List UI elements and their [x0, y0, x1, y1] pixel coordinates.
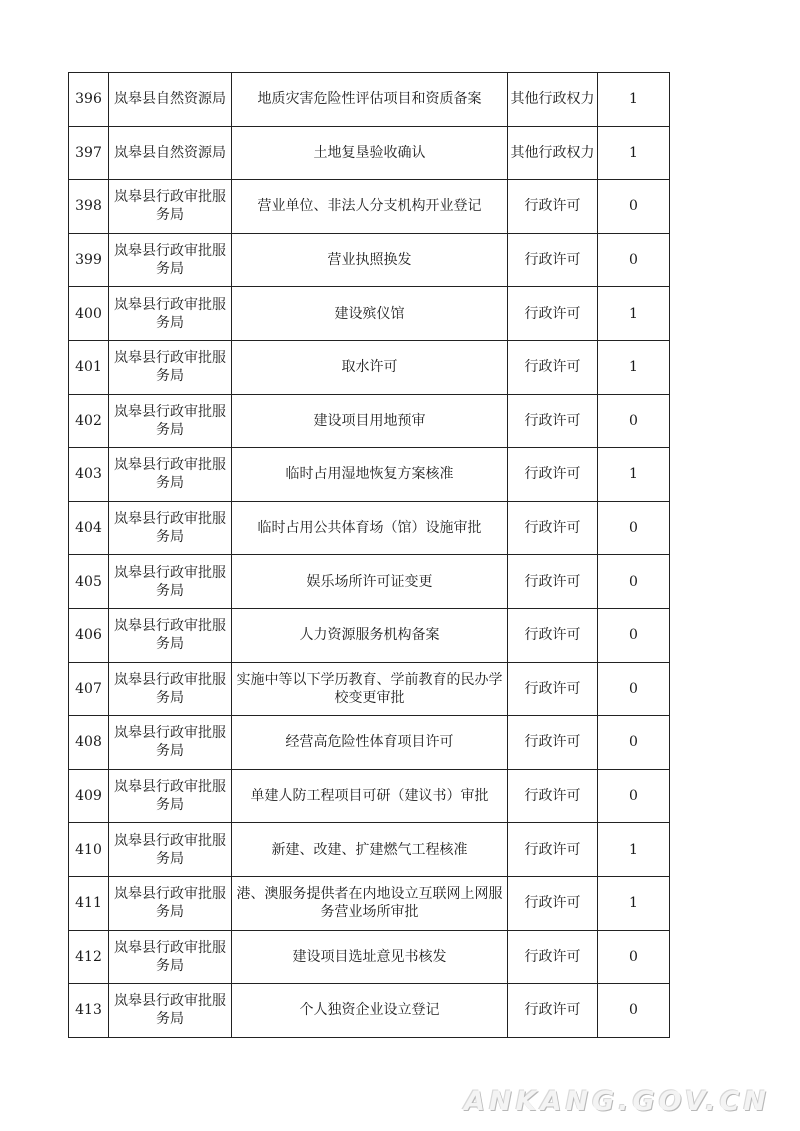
department-cell: 岚皋县行政审批服务局: [109, 662, 232, 716]
item-name-cell: 娱乐场所许可证变更: [232, 555, 508, 609]
table-row: [69, 340, 670, 394]
department-cell: 岚皋县行政审批服务局: [109, 876, 232, 930]
department-cell: 岚皋县行政审批服务局: [109, 287, 232, 341]
department-cell: 岚皋县行政审批服务局: [109, 823, 232, 877]
row-number-cell: 398: [69, 180, 109, 234]
count-cell: 1: [598, 73, 670, 127]
table-row: [69, 823, 670, 877]
department-cell: 岚皋县行政审批服务局: [109, 555, 232, 609]
count-cell: 0: [598, 608, 670, 662]
count-cell: 1: [598, 876, 670, 930]
department-cell: 岚皋县自然资源局: [109, 73, 232, 127]
power-type-cell: 其他行政权力: [508, 126, 598, 180]
table-row: [69, 984, 670, 1038]
table-row: [69, 73, 670, 127]
count-cell: 0: [598, 984, 670, 1038]
table-row: [69, 180, 670, 234]
count-cell: 1: [598, 287, 670, 341]
row-number-cell: 396: [69, 73, 109, 127]
power-type-cell: 行政许可: [508, 984, 598, 1038]
count-cell: 0: [598, 930, 670, 984]
row-number-cell: 401: [69, 340, 109, 394]
table-row: [69, 501, 670, 555]
department-cell: 岚皋县行政审批服务局: [109, 448, 232, 502]
department-cell: 岚皋县行政审批服务局: [109, 501, 232, 555]
table-row: [69, 555, 670, 609]
row-number-cell: 410: [69, 823, 109, 877]
count-cell: 0: [598, 555, 670, 609]
item-name-cell: 建设项目选址意见书核发: [232, 930, 508, 984]
row-number-cell: 402: [69, 394, 109, 448]
row-number-cell: 399: [69, 233, 109, 287]
table-row: [69, 233, 670, 287]
item-name-cell: 地质灾害危险性评估项目和资质备案: [232, 73, 508, 127]
row-number-cell: 412: [69, 930, 109, 984]
item-name-cell: 港、澳服务提供者在内地设立互联网上网服务营业场所审批: [232, 876, 508, 930]
count-cell: 0: [598, 180, 670, 234]
item-name-cell: 土地复垦验收确认: [232, 126, 508, 180]
count-cell: 0: [598, 233, 670, 287]
power-type-cell: 行政许可: [508, 287, 598, 341]
table-body: [69, 73, 670, 1038]
item-name-cell: 个人独资企业设立登记: [232, 984, 508, 1038]
count-cell: 0: [598, 394, 670, 448]
power-type-cell: 行政许可: [508, 930, 598, 984]
row-number-cell: 400: [69, 287, 109, 341]
row-number-cell: 406: [69, 608, 109, 662]
watermark-text: ANKANG.GOV.CN: [464, 1086, 770, 1117]
item-name-cell: 经营高危险性体育项目许可: [232, 716, 508, 770]
department-cell: 岚皋县行政审批服务局: [109, 769, 232, 823]
row-number-cell: 405: [69, 555, 109, 609]
item-name-cell: 实施中等以下学历教育、学前教育的民办学校变更审批: [232, 662, 508, 716]
item-name-cell: 临时占用湿地恢复方案核准: [232, 448, 508, 502]
row-number-cell: 408: [69, 716, 109, 770]
power-type-cell: 行政许可: [508, 769, 598, 823]
count-cell: 0: [598, 501, 670, 555]
power-type-cell: 行政许可: [508, 501, 598, 555]
power-type-cell: 行政许可: [508, 233, 598, 287]
department-cell: 岚皋县行政审批服务局: [109, 394, 232, 448]
item-name-cell: 单建人防工程项目可研（建议书）审批: [232, 769, 508, 823]
department-cell: 岚皋县自然资源局: [109, 126, 232, 180]
department-cell: 岚皋县行政审批服务局: [109, 340, 232, 394]
item-name-cell: 建设殡仪馆: [232, 287, 508, 341]
count-cell: 1: [598, 340, 670, 394]
power-type-cell: 行政许可: [508, 555, 598, 609]
table-row: [69, 608, 670, 662]
power-type-cell: 行政许可: [508, 180, 598, 234]
item-name-cell: 建设项目用地预审: [232, 394, 508, 448]
row-number-cell: 409: [69, 769, 109, 823]
count-cell: 0: [598, 662, 670, 716]
department-cell: 岚皋县行政审批服务局: [109, 233, 232, 287]
power-type-cell: 行政许可: [508, 608, 598, 662]
count-cell: 0: [598, 716, 670, 770]
department-cell: 岚皋县行政审批服务局: [109, 180, 232, 234]
row-number-cell: 411: [69, 876, 109, 930]
power-type-cell: 行政许可: [508, 823, 598, 877]
power-type-cell: 行政许可: [508, 340, 598, 394]
power-type-cell: 行政许可: [508, 662, 598, 716]
row-number-cell: 413: [69, 984, 109, 1038]
table-row: [69, 448, 670, 502]
item-name-cell: 临时占用公共体育场（馆）设施审批: [232, 501, 508, 555]
item-name-cell: 取水许可: [232, 340, 508, 394]
power-type-cell: 行政许可: [508, 876, 598, 930]
power-type-cell: 行政许可: [508, 394, 598, 448]
power-type-cell: 行政许可: [508, 716, 598, 770]
row-number-cell: 404: [69, 501, 109, 555]
item-name-cell: 营业执照换发: [232, 233, 508, 287]
table-row: [69, 930, 670, 984]
department-cell: 岚皋县行政审批服务局: [109, 608, 232, 662]
table-row: [69, 126, 670, 180]
count-cell: 1: [598, 448, 670, 502]
department-cell: 岚皋县行政审批服务局: [109, 716, 232, 770]
count-cell: 0: [598, 769, 670, 823]
power-type-cell: 其他行政权力: [508, 73, 598, 127]
table-row: [69, 662, 670, 716]
record-table: [68, 72, 670, 1038]
table-row: [69, 287, 670, 341]
item-name-cell: 人力资源服务机构备案: [232, 608, 508, 662]
item-name-cell: 新建、改建、扩建燃气工程核准: [232, 823, 508, 877]
item-name-cell: 营业单位、非法人分支机构开业登记: [232, 180, 508, 234]
row-number-cell: 407: [69, 662, 109, 716]
table-row: [69, 394, 670, 448]
department-cell: 岚皋县行政审批服务局: [109, 930, 232, 984]
row-number-cell: 397: [69, 126, 109, 180]
table-row: [69, 769, 670, 823]
table-row: [69, 716, 670, 770]
power-type-cell: 行政许可: [508, 448, 598, 502]
table-row: [69, 876, 670, 930]
row-number-cell: 403: [69, 448, 109, 502]
count-cell: 1: [598, 823, 670, 877]
count-cell: 1: [598, 126, 670, 180]
department-cell: 岚皋县行政审批服务局: [109, 984, 232, 1038]
